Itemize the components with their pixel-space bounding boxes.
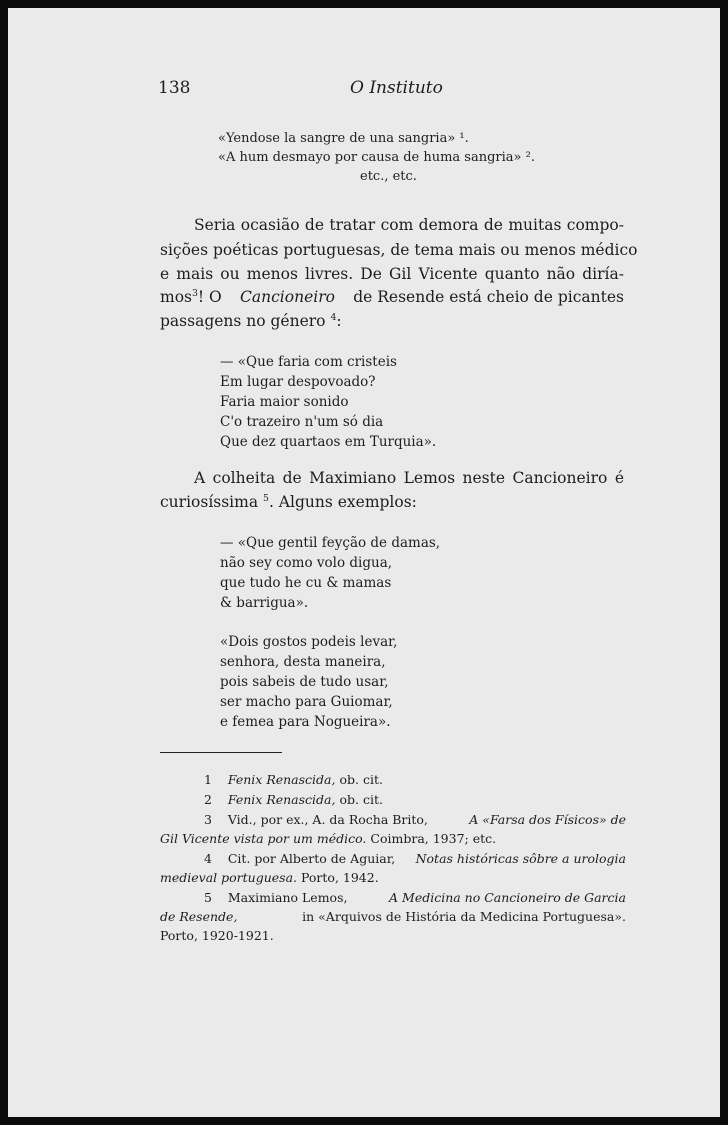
footnote-number: 2 <box>204 792 212 807</box>
footnote <box>204 772 383 787</box>
paragraph-line <box>160 312 342 330</box>
paragraph-line <box>160 288 624 306</box>
book-page <box>8 8 720 1117</box>
footnote <box>204 812 626 827</box>
footnote-number: 4 <box>204 851 212 866</box>
footnote <box>204 851 626 866</box>
verse-line: Faria maior sonido <box>220 394 349 410</box>
work-title: A Medicina no Cancioneiro de Garcia <box>389 890 626 905</box>
text-fragment: : <box>336 312 342 330</box>
verse-line: Em lugar despovoado? <box>220 374 376 390</box>
footnote-lead <box>204 851 395 866</box>
verse-line: «Dois gostos podeis levar, <box>220 634 398 650</box>
work-title: Fenix Renascida, <box>227 772 336 787</box>
opening-quote-line: «A hum desmayo por causa de huma sangria» ². <box>218 150 535 165</box>
work-title: A «Farsa dos Físicos» de <box>469 812 626 827</box>
text-fragment: curiosíssima <box>160 493 259 511</box>
opening-quote-line: «Yendose la sangre de una sangria» ¹. <box>218 131 469 146</box>
text-fragment: ob. cit. <box>339 772 383 787</box>
opening-quote-line: etc., etc. <box>360 169 417 184</box>
footnote-rule <box>160 752 282 753</box>
verse-line: que tudo he cu & mamas <box>220 575 392 591</box>
footnote-number: 5 <box>204 890 212 905</box>
text-fragment: Vid., por ex., A. da Rocha Brito, <box>227 812 428 827</box>
text-fragment: in «Arquivos de História da Medicina Portuguesa». <box>302 909 626 924</box>
footnote-number: 1 <box>204 772 212 787</box>
work-title: medieval portuguesa. <box>160 870 297 885</box>
footnote <box>204 890 626 905</box>
footnote <box>204 792 383 807</box>
work-title: Cancioneiro <box>240 288 335 306</box>
work-title: de Resende, <box>160 909 238 924</box>
page-number: 138 <box>158 78 191 98</box>
footnote-lead <box>204 890 347 905</box>
text-fragment: Coimbra, 1937; etc. <box>370 831 497 846</box>
text-fragment: ob. cit. <box>339 792 383 807</box>
paragraph-line: Seria ocasião de tratar com demora de muitas compo- <box>194 216 624 234</box>
text-fragment: passagens no género <box>160 312 326 330</box>
footnote-ref: 5 <box>263 492 269 504</box>
text-fragment: . Alguns exemplos: <box>268 493 417 511</box>
verse-line: C'o trazeiro n'um só dia <box>220 414 384 430</box>
text-fragment: Cit. por Alberto de Aguiar, <box>227 851 396 866</box>
footnote-lead <box>204 812 428 827</box>
paragraph-line: A colheita de Maximiano Lemos neste Cancioneiro é <box>194 469 624 487</box>
verse-line: & barrigua». <box>220 595 309 611</box>
verse-line: — «Que faria com cristeis <box>220 354 397 370</box>
paragraph-line <box>160 493 417 511</box>
verse-line: pois sabeis de tudo usar, <box>220 674 389 690</box>
work-title: Fenix Renascida, <box>227 792 336 807</box>
work-title: Notas históricas sôbre a urologia <box>415 851 626 866</box>
running-title: O Instituto <box>350 78 443 98</box>
footnote-ref: 4 <box>330 311 337 323</box>
footnote-continuation <box>160 909 626 924</box>
verse-line: — «Que gentil feyção de damas, <box>220 535 441 551</box>
verse-line: ser macho para Guiomar, <box>220 694 393 710</box>
text-fragment: ! O <box>197 288 222 306</box>
verse-line: não sey como volo digua, <box>220 555 393 571</box>
verse-line: senhora, desta maneira, <box>220 654 386 670</box>
footnote-continuation <box>160 870 379 885</box>
paragraph-line: e mais ou menos livres. De Gil Vicente quanto não diría- <box>160 265 624 283</box>
work-title: Gil Vicente vista por um médico. <box>160 831 367 846</box>
text-fragment: Porto, 1942. <box>300 870 379 885</box>
paragraph-fragment <box>160 288 222 306</box>
text-fragment: de Resende está cheio de picantes <box>353 288 624 306</box>
footnote-continuation <box>160 831 496 846</box>
footnote-continuation: Porto, 1920-1921. <box>160 928 274 943</box>
text-fragment: mos <box>160 288 192 306</box>
verse-line: e femea para Nogueira». <box>220 714 391 730</box>
text-fragment: Maximiano Lemos, <box>227 890 348 905</box>
paragraph-line: sições poéticas portuguesas, de tema mais ou menos médico <box>160 241 638 259</box>
footnote-number: 3 <box>204 812 212 827</box>
verse-line: Que dez quartaos em Turquia». <box>220 434 437 450</box>
footnote-ref: 3 <box>191 287 198 299</box>
